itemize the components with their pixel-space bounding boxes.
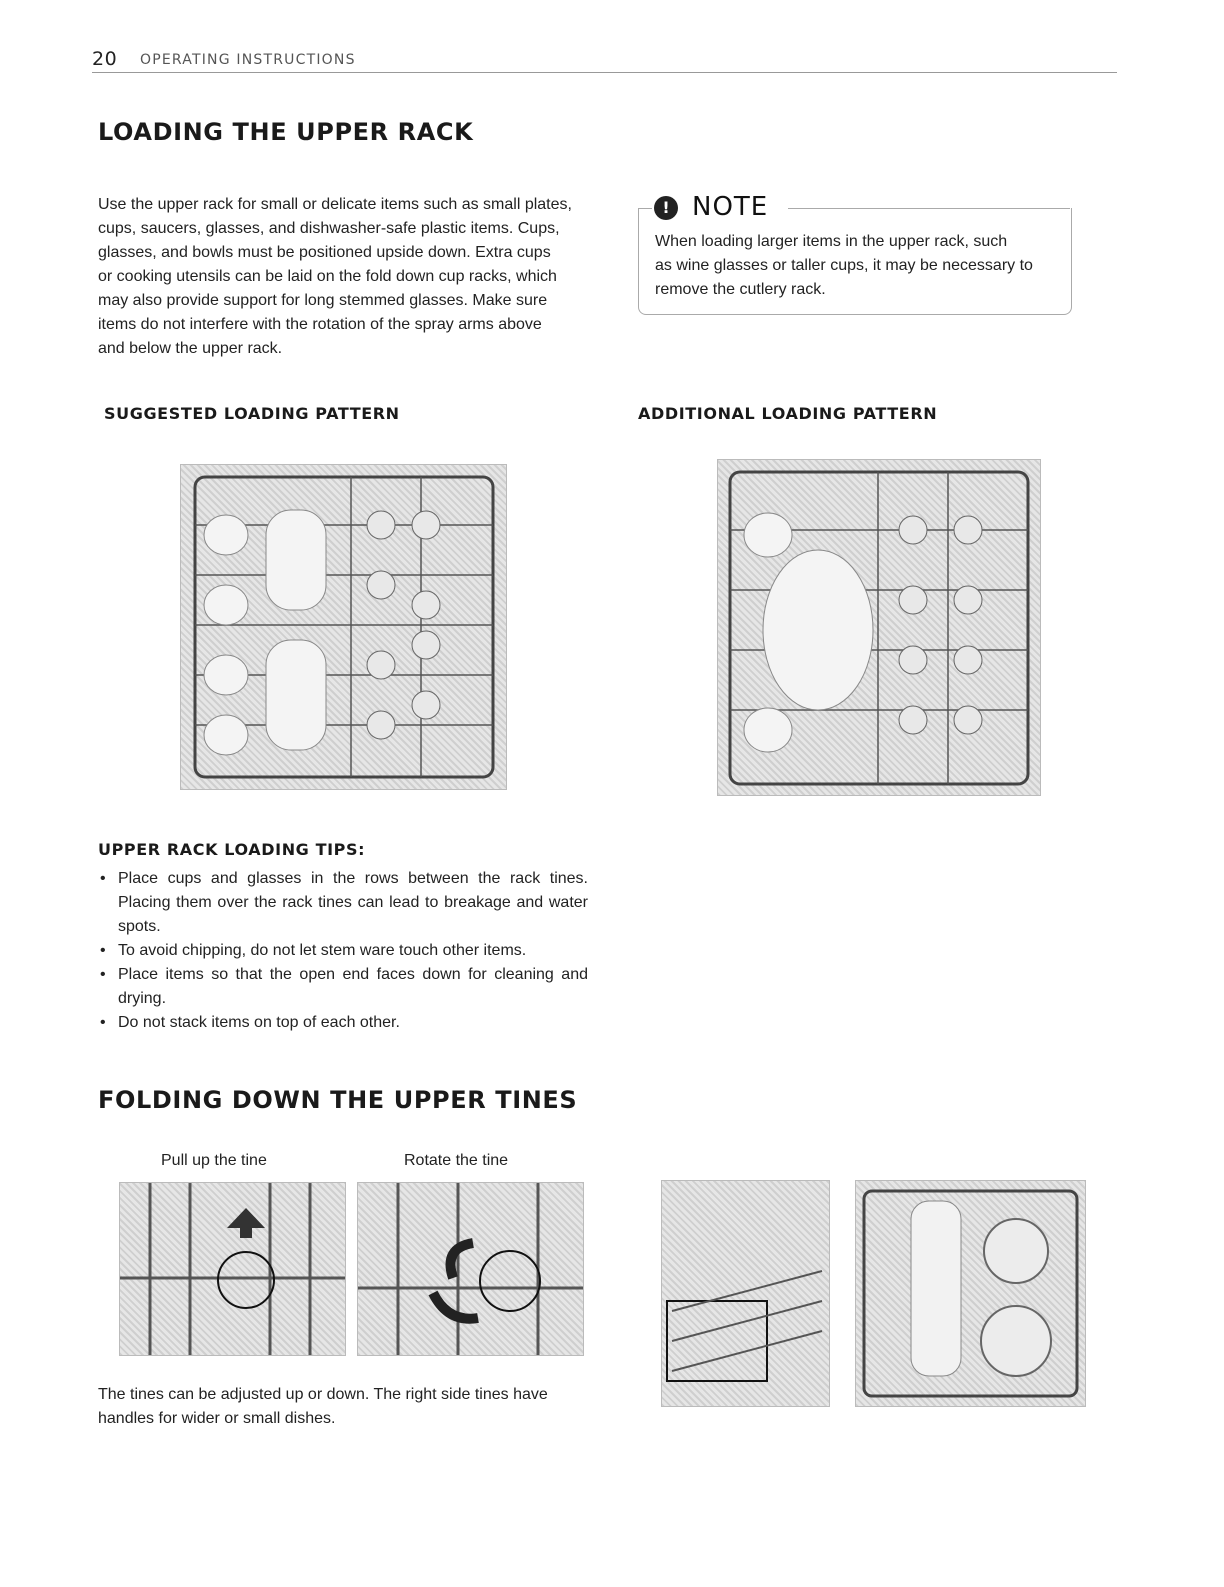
- tips-list: [98, 867, 588, 1035]
- loading-line: and below the upper rack.: [98, 340, 283, 357]
- loading-line: may also provide support for long stemmed glasses. Make sure: [98, 292, 548, 309]
- pull-caption: Pull up the tine: [161, 1152, 267, 1169]
- note-line: When loading larger items in the upper rack, such: [655, 233, 1008, 250]
- note-border: [788, 208, 1070, 209]
- tine-side-photo: [661, 1180, 830, 1407]
- list-item: • Do not stack items on top of each other.: [98, 1011, 588, 1035]
- folding-paragraph: [98, 1383, 582, 1431]
- pull-tine-photo: [119, 1182, 346, 1356]
- header-divider: [92, 72, 1117, 73]
- folding-heading: FOLDING DOWN THE UPPER TINES: [98, 1086, 578, 1114]
- loading-line: glasses, and bowls must be positioned upside down. Extra cups: [98, 244, 551, 261]
- loading-paragraph: [98, 193, 580, 361]
- rotate-tine-illustration: [358, 1183, 583, 1355]
- loading-line: or cooking utensils can be laid on the fold down cup racks, which: [98, 268, 557, 285]
- section-title: OPERATING INSTRUCTIONS: [140, 52, 356, 68]
- page-number: 20: [92, 48, 118, 70]
- folding-line: The tines can be adjusted up or down. The right side tines have: [98, 1386, 548, 1403]
- note-line: remove the cutlery rack.: [655, 281, 826, 298]
- note-border: [638, 208, 652, 209]
- list-item: • Place cups and glasses in the rows between the rack tines. Placing them over the rack tines can lead to breakage and water spots.: [98, 867, 588, 939]
- loading-line: items do not interfere with the rotation of the spray arms above: [98, 316, 542, 333]
- suggested-pattern-heading: SUGGESTED LOADING PATTERN: [104, 404, 400, 423]
- rack-illustration: [718, 460, 1040, 795]
- loading-line: Use the upper rack for small or delicate items such as small plates,: [98, 196, 572, 213]
- note-text: [655, 230, 1055, 302]
- tine-top-photo: [855, 1180, 1086, 1407]
- tine-top-illustration: [856, 1181, 1085, 1406]
- tips-heading: UPPER RACK LOADING TIPS:: [98, 840, 366, 859]
- folding-line: handles for wider or small dishes.: [98, 1410, 336, 1427]
- list-item: • To avoid chipping, do not let stem ware touch other items.: [98, 939, 588, 963]
- additional-pattern-photo: [717, 459, 1041, 796]
- rotate-tine-photo: [357, 1182, 584, 1356]
- note-line: as wine glasses or taller cups, it may be necessary to: [655, 257, 1033, 274]
- loading-line: cups, saucers, glasses, and dishwasher-safe plastic items. Cups,: [98, 220, 560, 237]
- rack-illustration: [181, 465, 506, 789]
- exclamation-icon: !: [654, 196, 678, 220]
- pull-tine-illustration: [120, 1183, 345, 1355]
- rotate-caption: Rotate the tine: [404, 1152, 509, 1169]
- note-label: NOTE: [692, 192, 769, 222]
- tine-side-illustration: [662, 1181, 829, 1406]
- list-item: • Place items so that the open end faces down for cleaning and drying.: [98, 963, 588, 1011]
- additional-pattern-heading: ADDITIONAL LOADING PATTERN: [638, 404, 938, 423]
- loading-heading: LOADING THE UPPER RACK: [98, 118, 474, 146]
- suggested-pattern-photo: [180, 464, 507, 790]
